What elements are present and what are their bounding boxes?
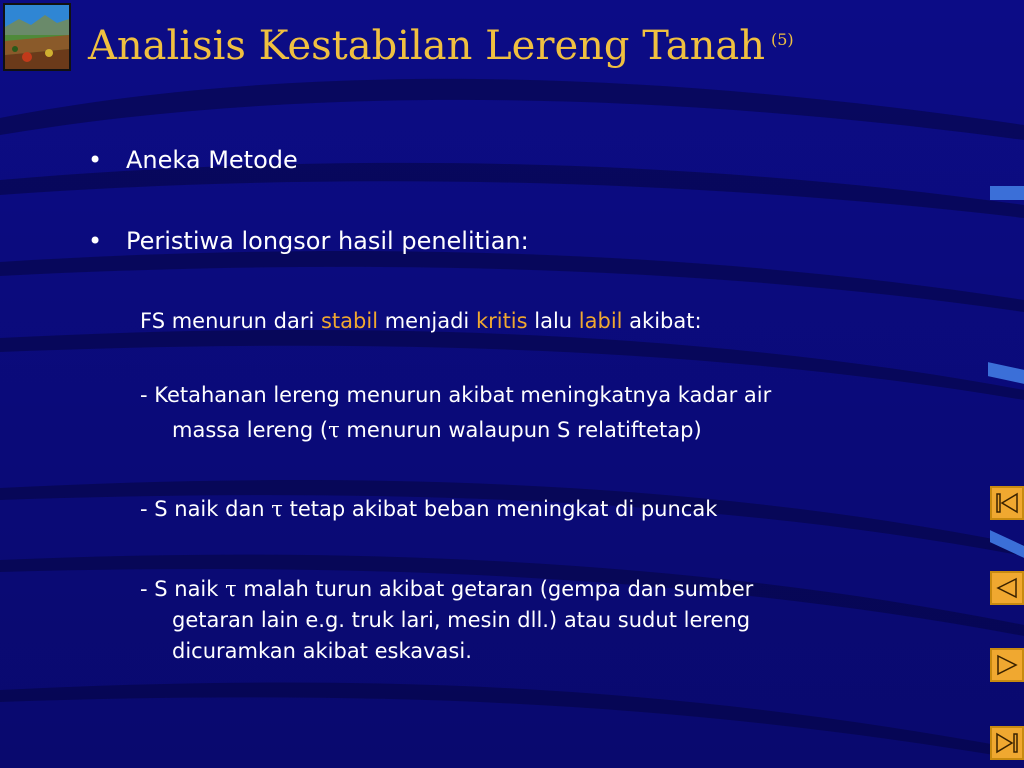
cause-item-1 bbox=[140, 380, 940, 446]
cause-line: getaran lain e.g. truk lari, mesin dll.) atau sudut lereng bbox=[172, 608, 751, 632]
cause-text: - S naik bbox=[140, 577, 226, 601]
skip-to-end-icon bbox=[992, 728, 1022, 758]
triangle-left-icon bbox=[992, 573, 1022, 603]
cause-line: dicuramkan akibat eskavasi. bbox=[172, 639, 472, 663]
tau-symbol: τ bbox=[328, 418, 340, 442]
highlight-stabil: stabil bbox=[320, 309, 379, 333]
decorative-bar bbox=[990, 186, 1024, 200]
highlight-labil: labil bbox=[578, 309, 623, 333]
cause-text: tetap akibat beban meningkat di puncak bbox=[282, 497, 718, 521]
cause-line: - Ketahanan lereng menurun akibat meningkatnya kadar air bbox=[140, 383, 772, 407]
slide-number: (5) bbox=[771, 30, 794, 49]
slide-title bbox=[88, 23, 794, 69]
cause-text: - S naik dan bbox=[140, 497, 272, 521]
last-slide-button[interactable] bbox=[990, 726, 1024, 760]
cause-item-2 bbox=[140, 494, 940, 525]
summary-text: lalu bbox=[527, 309, 579, 333]
skip-to-start-icon bbox=[992, 488, 1022, 518]
cause-text: malah turun akibat getaran (gempa dan sumber bbox=[236, 577, 754, 601]
tau-symbol: τ bbox=[271, 497, 283, 521]
bullet-text: Peristiwa longsor hasil penelitian: bbox=[126, 227, 529, 255]
summary-text: menjadi bbox=[378, 309, 476, 333]
bullet-text: Aneka Metode bbox=[126, 146, 298, 174]
first-slide-button[interactable] bbox=[990, 486, 1024, 520]
summary-text: FS menurun dari bbox=[140, 309, 321, 333]
slide-title-text: Analisis Kestabilan Lereng Tanah bbox=[88, 23, 765, 69]
bullet-item bbox=[88, 146, 298, 174]
fs-summary bbox=[140, 305, 702, 337]
bullet-marker: • bbox=[88, 146, 103, 174]
landscape-logo bbox=[3, 3, 71, 71]
cause-text: massa lereng ( bbox=[172, 418, 329, 442]
cause-item-3 bbox=[140, 574, 940, 667]
cause-line bbox=[140, 415, 940, 446]
triangle-right-icon bbox=[992, 650, 1022, 680]
bullet-item bbox=[88, 227, 529, 255]
tau-symbol: τ bbox=[225, 577, 237, 601]
previous-slide-button[interactable] bbox=[990, 571, 1024, 605]
next-slide-button[interactable] bbox=[990, 648, 1024, 682]
summary-text: akibat: bbox=[622, 309, 702, 333]
cause-text: menurun walaupun S relatiftetap) bbox=[339, 418, 702, 442]
highlight-kritis: kritis bbox=[475, 309, 528, 333]
bullet-marker: • bbox=[88, 227, 103, 255]
